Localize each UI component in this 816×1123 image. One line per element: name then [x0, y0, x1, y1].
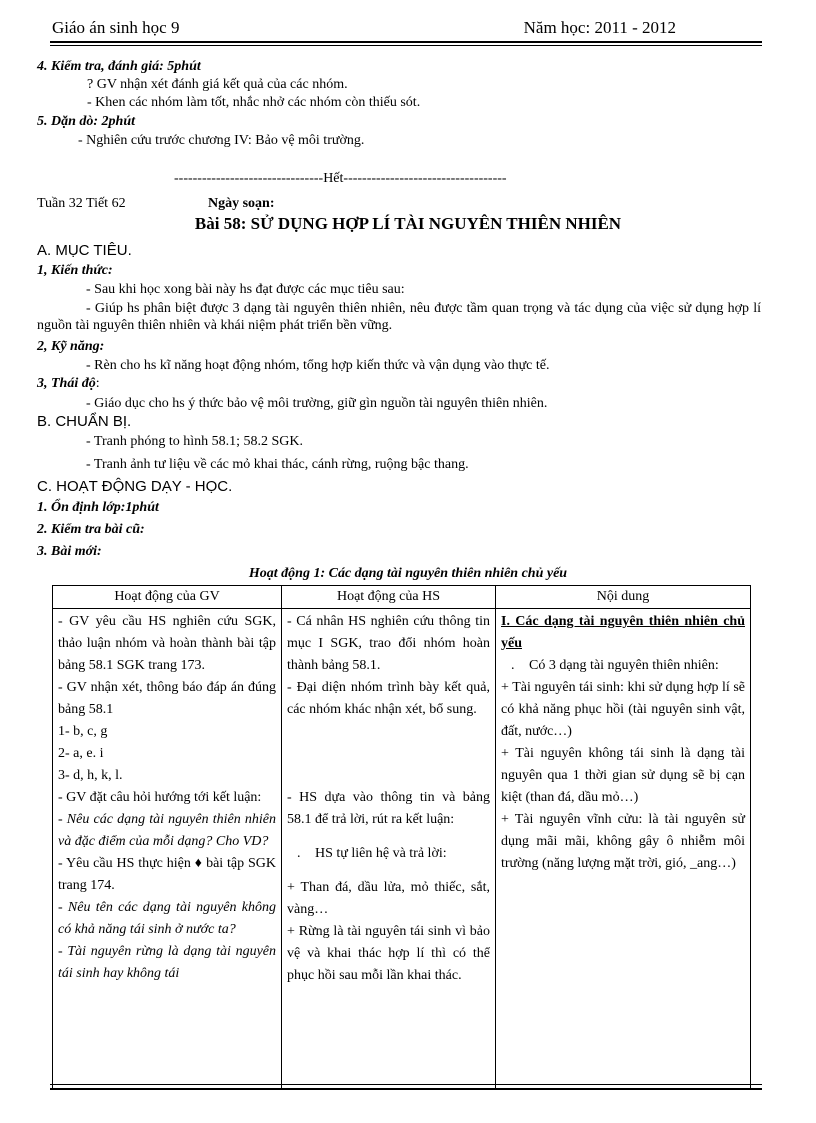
section-c2-title: 2. Kiểm tra bài cũ:	[37, 522, 145, 537]
section-4-line-1: ? GV nhận xét đánh giá kết quả của các nhóm.	[87, 77, 348, 92]
section-4-line-2: - Khen các nhóm làm tốt, nhắc nhở các nhóm còn thiếu sót.	[87, 95, 421, 110]
content-bullet: .	[511, 658, 515, 673]
content-cell	[496, 609, 751, 1090]
header-school-year: Năm học: 2011 - 2012	[523, 18, 676, 37]
header-rule	[50, 41, 762, 43]
gv-item: - GV nhận xét, thông báo đáp án đúng bảng 58.1	[58, 680, 276, 717]
a3-line-1: - Giáo dục cho hs ý thức bảo vệ môi trường, giữ gìn nguồn tài nguyên thiên nhiên.	[86, 396, 548, 411]
hs-bullet: .	[297, 846, 301, 861]
b-line-2: - Tranh ảnh tư liệu về các mỏ khai thác, cánh rừng, ruộng bậc thang.	[86, 457, 469, 472]
section-a2-title: 2, Kỹ năng:	[37, 339, 105, 354]
week-period: Tuần 32 Tiết 62	[37, 196, 126, 211]
end-separator-text: --------------------------------Hết-----------------------------------	[174, 171, 507, 186]
header-content: Nội dung	[496, 586, 751, 609]
section-a-title: A. MỤC TIÊU.	[37, 242, 132, 259]
hs-item: - Cá nhân HS nghiên cứu thông tin mục I SGK, trao đổi nhóm hoàn thành bảng 58.1.	[287, 614, 490, 673]
content-item-text: Có 3 dạng tài nguyên thiên nhiên:	[529, 658, 719, 673]
table-row	[53, 609, 751, 1090]
gv-item: - GV yêu cầu HS nghiên cứu SGK, thảo luận nhóm và hoàn thành bài tập bảng 58.1 SGK trang 173.	[58, 614, 276, 673]
a3-title-text: 3, Thái độ	[37, 376, 96, 391]
gv-item: - Yêu cầu HS thực hiện ♦ bài tập SGK trang 174.	[58, 856, 276, 893]
section-5-title: 5. Dặn dò: 2phút	[37, 114, 136, 129]
gv-question: - Nêu các dạng tài nguyên thiên nhiên và đặc điểm của mỗi dạng? Cho VD?	[58, 812, 276, 849]
a2-line-1: - Rèn cho hs kĩ năng hoạt động nhóm, tổng hợp kiến thức và vận dụng vào thực tế.	[86, 358, 550, 373]
a1-line-2: - Giúp hs phân biệt được 3 dạng tài nguyên thiên nhiên, nêu được tầm quan trọng và tác dụng của việc sử dụng hợp lí nguồn tài nguyên thiên nhiên và khái niệm phát triển bền vững.	[37, 301, 761, 333]
gv-item: - GV đặt câu hỏi hướng tới kết luận:	[58, 790, 262, 805]
a3-colon: :	[95, 376, 100, 391]
header-rule-thin	[50, 45, 762, 46]
header-hs: Hoạt động của HS	[282, 586, 496, 609]
section-c1-title: 1. Ổn định lớp:1phút	[37, 500, 159, 515]
hs-item: + Than đá, dầu lửa, mỏ thiếc, sắt, vàng…	[287, 880, 490, 917]
hs-item-text: HS tự liên hệ và trả lời:	[315, 846, 447, 861]
a1-line-1: - Sau khi học xong bài này hs đạt được các mục tiêu sau:	[86, 282, 405, 297]
gv-item: 3- d, h, k, l.	[58, 768, 123, 783]
hs-item: - HS dựa vào thông tin và bảng 58.1 để trả lời, rút ra kết luận:	[287, 790, 490, 827]
section-5-line-1: - Nghiên cứu trước chương IV: Bảo vệ môi trường.	[78, 133, 365, 148]
activity-table	[52, 585, 751, 1089]
date-label: Ngày soạn:	[208, 196, 275, 211]
gv-question: - Nêu tên các dạng tài nguyên không có khả năng tái sinh ở nước ta?	[58, 900, 276, 937]
hs-item: + Rừng là tài nguyên tái sinh vì bảo vệ và khai thác hợp lí thì có thể phục hồi sau mỗi lần khai thác.	[287, 924, 490, 983]
hs-cell	[282, 609, 496, 1090]
table-caption: Hoạt động 1: Các dạng tài nguyên thiên nhiên chủ yếu	[248, 566, 568, 581]
gv-question: - Tài nguyên rừng là dạng tài nguyên tái sinh hay không tái	[58, 944, 276, 981]
lesson-title: Bài 58: SỬ DỤNG HỢP LÍ TÀI NGUYÊN THIÊN NHIÊN	[194, 214, 622, 233]
gv-cell	[53, 609, 282, 1090]
content-item: + Tài nguyên không tái sinh là dạng tài nguyên qua 1 thời gian sử dụng sẽ bị cạn kiệt (than đá, dầu mỏ…)	[501, 746, 745, 805]
gv-item: 1- b, c, g	[58, 724, 108, 739]
content-item	[501, 655, 745, 677]
section-4-title: 4. Kiểm tra, đánh giá: 5phút	[37, 59, 201, 74]
section-b-title: B. CHUẨN BỊ.	[37, 413, 132, 430]
section-c-title: C. HOẠT ĐỘNG DẠY - HỌC.	[37, 478, 233, 495]
section-a1-title: 1, Kiến thức:	[37, 263, 113, 278]
content-item: + Tài nguyên tái sinh: khi sử dụng hợp lí sẽ có khả năng phục hồi (tài nguyên sinh vật, đất, nước…)	[501, 680, 745, 739]
content-item: + Tài nguyên vĩnh cửu: là tài nguyên sử dụng mãi mãi, không gây ô nhiễm môi trường (năng lượng mặt trời, gió, _ang…)	[501, 812, 745, 871]
hs-item: - Đại diện nhóm trình bày kết quả, các nhóm khác nhận xét, bổ sung.	[287, 680, 490, 717]
footer-rule	[50, 1088, 762, 1090]
hs-item	[287, 843, 490, 865]
table-header-row	[53, 586, 751, 609]
header-gv: Hoạt động của GV	[53, 586, 282, 609]
content-title: I. Các dạng tài nguyên thiên nhiên chủ yếu	[501, 614, 745, 651]
header-subject: Giáo án sinh học 9	[52, 18, 180, 37]
gv-item: 2- a, e. i	[58, 746, 104, 761]
section-a3-title	[37, 375, 100, 392]
footer-rule-thin	[50, 1084, 762, 1085]
section-c3-title: 3. Bài mới:	[37, 544, 102, 559]
end-separator	[174, 170, 507, 187]
b-line-1: - Tranh phóng to hình 58.1; 58.2 SGK.	[86, 434, 304, 449]
